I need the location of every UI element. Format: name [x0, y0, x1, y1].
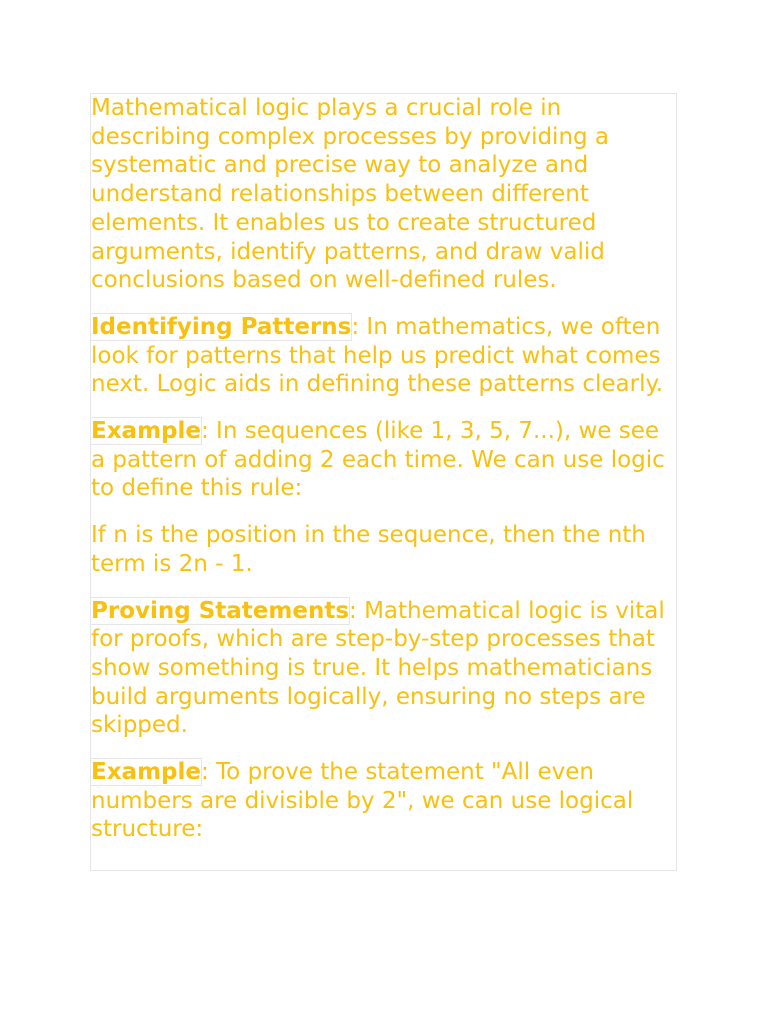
paragraph-text: : In mathematics, we often look for patterns that help us predict what comes next. Logic aids in defining these patterns clearly. — [91, 313, 664, 398]
term-example: Example — [91, 418, 201, 445]
paragraph-nth-term-rule — [91, 521, 676, 578]
term-proving-statements: Proving Statements — [91, 597, 350, 624]
paragraph-text: : Mathematical logic is vital for proofs, which are step-by-step processes that show something is true. It helps mathematicians build arguments logically, ensuring no steps are skipped. — [91, 597, 665, 739]
term-identifying-patterns: Identifying Patterns — [91, 313, 352, 340]
intro-paragraph: Mathematical logic plays a crucial role in describing complex processes by providing a systematic and precise way to analyze and understand relationships between different elements. It enables us to create structured arguments, identify patterns, and draw valid conclusions based on well-defined rules. — [91, 95, 610, 294]
paragraph-text: : To prove the statement "All even numbers are divisible by 2", we can use logical structure: — [91, 759, 634, 843]
term-example: Example — [91, 759, 201, 786]
paragraph-proving-statements — [91, 597, 676, 741]
paragraph-text: If n is the position in the sequence, then the nth term is 2n - 1. — [91, 522, 646, 577]
paragraph-example-even-numbers — [91, 758, 676, 844]
paragraph-example-sequence — [91, 417, 676, 503]
paragraph-text: : In sequences (like 1, 3, 5, 7...), we see a pattern of adding 2 each time. We can use logic to define this rule: — [91, 418, 665, 502]
text-content-box — [90, 93, 677, 871]
paragraph-identifying-patterns — [91, 313, 676, 399]
